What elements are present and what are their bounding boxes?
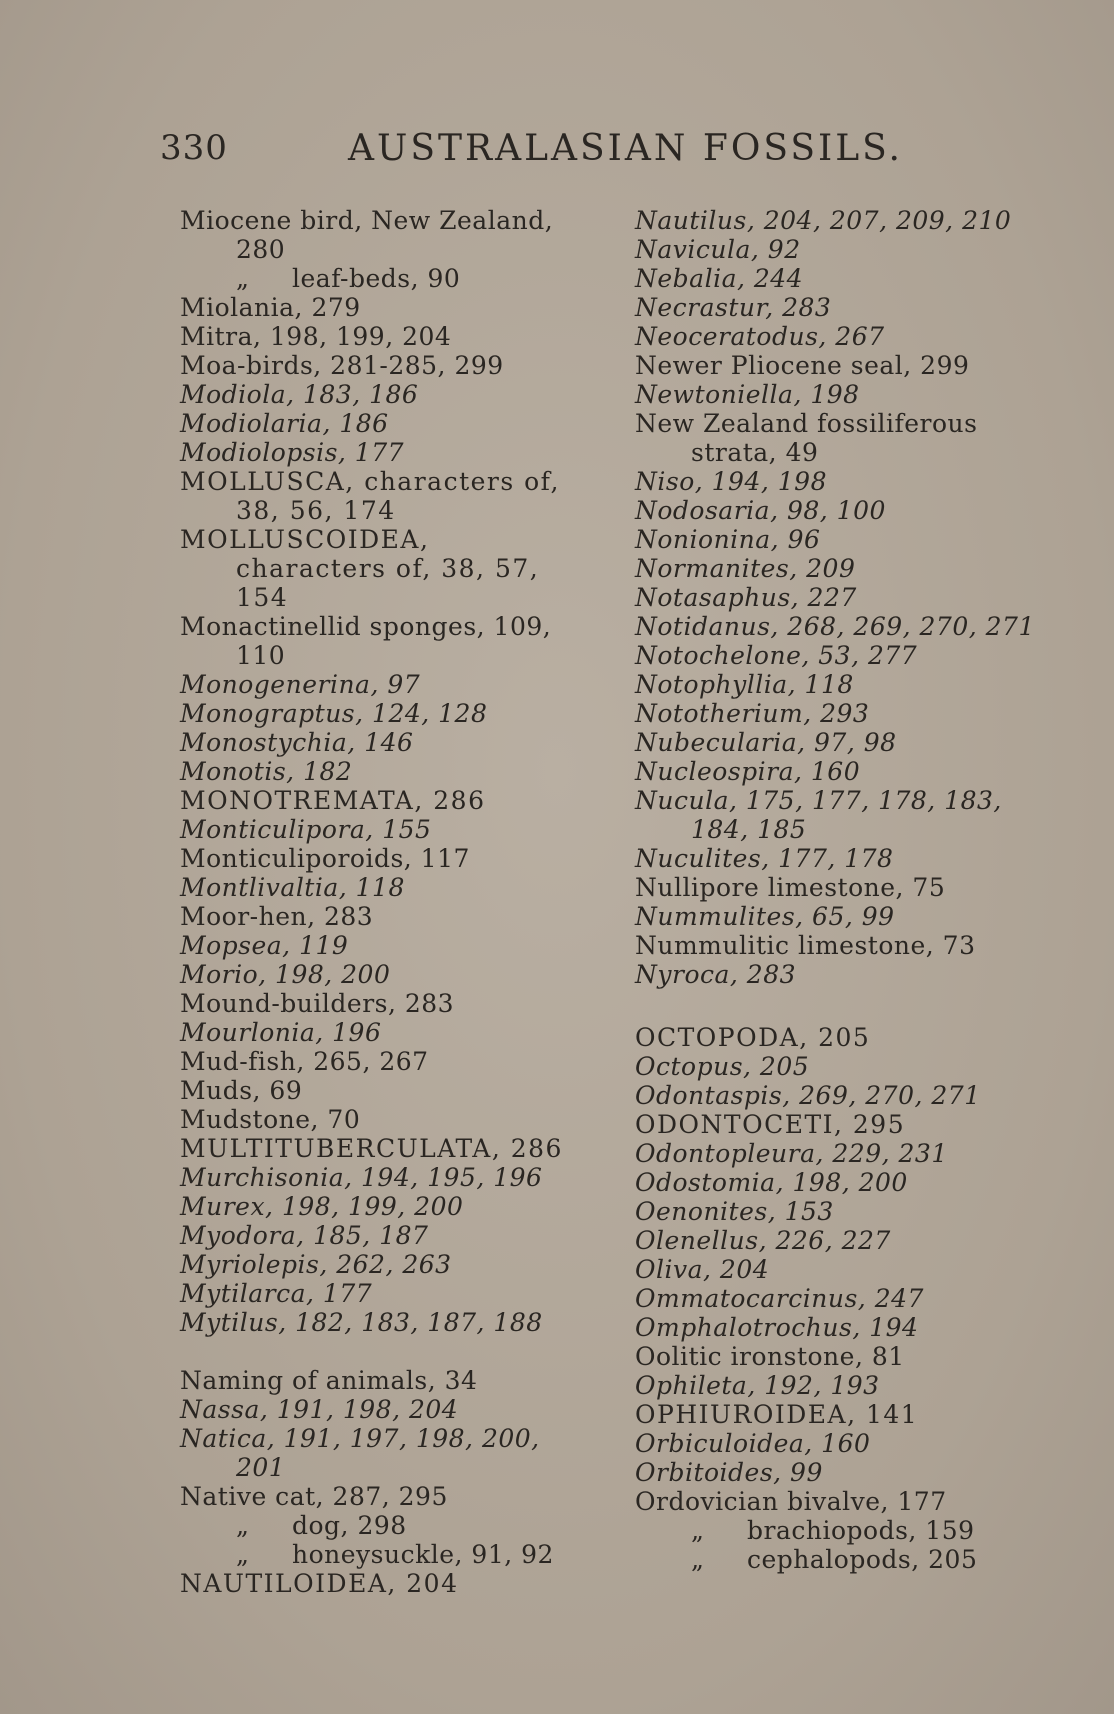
index-entry <box>635 728 1035 757</box>
index-entry <box>635 206 1035 235</box>
index-entry <box>635 554 1035 583</box>
index-entry-text: Monograptus, 124, 128 <box>180 699 488 728</box>
index-entry-text: Native cat, 287, 295 <box>180 1482 448 1511</box>
index-entry-text: Oenonites, 153 <box>635 1197 834 1226</box>
index-entry-text: Odostomia, 198, 200 <box>635 1168 908 1197</box>
index-entry-text: MULTITUBERCULATA, 286 <box>180 1134 563 1163</box>
index-entry <box>180 989 580 1018</box>
index-entry-text: Necrastur, 283 <box>635 293 832 322</box>
index-entry <box>180 1134 580 1163</box>
index-entry <box>635 1081 1035 1110</box>
index-entry <box>635 1052 1035 1081</box>
index-entry <box>635 1429 1035 1458</box>
index-entry-text: Mytilus, 182, 183, 187, 188 <box>180 1308 543 1337</box>
index-entry-text: Nodosaria, 98, 100 <box>635 496 886 525</box>
ditto-mark: „ <box>691 1545 705 1574</box>
index-entry <box>635 525 1035 554</box>
index-entry <box>635 1023 1035 1052</box>
index-entry <box>635 873 1035 902</box>
index-entry <box>180 873 580 902</box>
page-header <box>150 128 990 178</box>
index-entry <box>635 380 1035 409</box>
index-entry <box>635 786 1035 844</box>
index-entry <box>180 931 580 960</box>
index-entry <box>635 1487 1035 1516</box>
index-entry <box>635 1545 1035 1574</box>
index-entry-text: New Zealand fossiliferous strata, 49 <box>635 409 978 467</box>
index-entry <box>635 1226 1035 1255</box>
index-entry <box>635 1342 1035 1371</box>
index-entry-text: Monogenerina, 97 <box>180 670 421 699</box>
index-entry-text: Olenellus, 226, 227 <box>635 1226 891 1255</box>
index-column-left <box>180 206 580 1598</box>
index-entry-text: Nonionina, 96 <box>635 525 821 554</box>
index-entry-text: Octopus, 205 <box>635 1052 810 1081</box>
index-entry <box>180 438 580 467</box>
index-spacer <box>180 1337 580 1366</box>
index-entry-text: Nucula, 175, 177, 178, 183, 184, 185 <box>635 786 1002 844</box>
index-entry <box>180 757 580 786</box>
index-entry-text: Modiolopsis, 177 <box>180 438 405 467</box>
index-entry <box>635 757 1035 786</box>
index-entry-text: Nummulites, 65, 99 <box>635 902 895 931</box>
index-entry <box>635 1284 1035 1313</box>
index-entry <box>180 844 580 873</box>
index-entry <box>180 1482 580 1511</box>
index-entry <box>180 902 580 931</box>
index-entry-text: Neoceratodus, 267 <box>635 322 885 351</box>
index-entry <box>635 1313 1035 1342</box>
index-entry-text: Normanites, 209 <box>635 554 856 583</box>
index-entry-text: Modiolaria, 186 <box>180 409 389 438</box>
index-entry-text: Nubecularia, 97, 98 <box>635 728 897 757</box>
index-entry <box>635 931 1035 960</box>
index-entry <box>180 525 580 612</box>
index-entry <box>180 1395 580 1424</box>
index-entry-text: Nebalia, 244 <box>635 264 804 293</box>
index-entry <box>180 1308 580 1337</box>
index-entry <box>180 1511 580 1540</box>
index-entry-text: Nyroca, 283 <box>635 960 797 989</box>
index-entry-text: MONOTREMATA, 286 <box>180 786 486 815</box>
index-entry-text: Orbiculoidea, 160 <box>635 1429 871 1458</box>
index-entry <box>635 1516 1035 1545</box>
index-entry-text: Monticuliporoids, 117 <box>180 844 470 873</box>
index-entry <box>635 1458 1035 1487</box>
index-entry-text: Murex, 198, 199, 200 <box>180 1192 464 1221</box>
index-entry-text: OCTOPODA, 205 <box>635 1023 871 1052</box>
index-entry <box>635 902 1035 931</box>
index-entry-text: brachiopods, 159 <box>747 1516 975 1545</box>
index-entry <box>635 467 1035 496</box>
index-entry-text: Ordovician bivalve, 177 <box>635 1487 947 1516</box>
index-entry <box>180 1163 580 1192</box>
index-entry <box>635 641 1035 670</box>
index-entry <box>180 1279 580 1308</box>
index-entry-text: Natica, 191, 197, 198, 200, 201 <box>180 1424 540 1482</box>
index-entry <box>635 351 1035 380</box>
index-entry <box>635 1371 1035 1400</box>
running-title: AUSTRALASIAN FOSSILS. <box>348 128 903 169</box>
index-entry-text: Mitra, 198, 199, 204 <box>180 322 452 351</box>
index-entry-text: Niso, 194, 198 <box>635 467 827 496</box>
index-entry <box>180 293 580 322</box>
index-entry <box>180 1192 580 1221</box>
index-entry-text: Miocene bird, New Zealand, 280 <box>180 206 554 264</box>
index-entry <box>180 380 580 409</box>
index-entry-text: ODONTOCETI, 295 <box>635 1110 906 1139</box>
index-entry <box>635 670 1035 699</box>
index-entry-text: Nautilus, 204, 207, 209, 210 <box>635 206 1012 235</box>
index-entry-text: Omphalotrochus, 194 <box>635 1313 919 1342</box>
index-entry-text: Muds, 69 <box>180 1076 303 1105</box>
index-entry <box>635 699 1035 728</box>
index-entry-text: Montlivaltia, 118 <box>180 873 405 902</box>
index-entry-text: Modiola, 183, 186 <box>180 380 419 409</box>
index-entry-text: Mud-fish, 265, 267 <box>180 1047 429 1076</box>
index-entry-text: MOLLUSCOIDEA, characters of, 38, 57, 154 <box>180 525 540 612</box>
index-entry-text: Monotis, 182 <box>180 757 353 786</box>
index-entry-text: Mytilarca, 177 <box>180 1279 373 1308</box>
index-entry <box>635 235 1035 264</box>
index-entry <box>180 206 580 264</box>
index-entry <box>635 1168 1035 1197</box>
index-entry <box>180 467 580 525</box>
index-entry-text: Newer Pliocene seal, 299 <box>635 351 970 380</box>
index-entry <box>180 1221 580 1250</box>
index-entry-text: Newtoniella, 198 <box>635 380 860 409</box>
index-entry-text: Monostychia, 146 <box>180 728 414 757</box>
index-entry-text: Mudstone, 70 <box>180 1105 361 1134</box>
index-entry <box>180 786 580 815</box>
index-entry-text: Ommatocarcinus, 247 <box>635 1284 924 1313</box>
index-entry-text: Nullipore limestone, 75 <box>635 873 946 902</box>
index-entry <box>180 1569 580 1598</box>
index-entry <box>635 1110 1035 1139</box>
index-entry <box>180 264 580 293</box>
index-entry-text: Notochelone, 53, 277 <box>635 641 918 670</box>
index-entry-text: Myriolepis, 262, 263 <box>180 1250 452 1279</box>
index-spacer <box>635 989 1035 1023</box>
index-entry <box>180 1250 580 1279</box>
index-entry <box>180 1047 580 1076</box>
index-entry <box>180 1424 580 1482</box>
index-entry-text: Navicula, 92 <box>635 235 801 264</box>
index-entry <box>635 322 1035 351</box>
index-entry-text: Notidanus, 268, 269, 270, 271 <box>635 612 1035 641</box>
index-entry-text: Oliva, 204 <box>635 1255 770 1284</box>
index-column-right <box>635 206 1035 1574</box>
index-entry <box>635 496 1035 525</box>
index-entry-text: OPHIUROIDEA, 141 <box>635 1400 919 1429</box>
index-entry <box>180 1366 580 1395</box>
index-entry-text: Naming of animals, 34 <box>180 1366 478 1395</box>
index-entry-text: MOLLUSCA, characters of, 38, 56, 174 <box>180 467 560 525</box>
index-entry-text: Ophileta, 192, 193 <box>635 1371 880 1400</box>
index-entry <box>180 612 580 670</box>
index-entry <box>635 612 1035 641</box>
index-entry-text: Nototherium, 293 <box>635 699 870 728</box>
index-entry <box>635 583 1035 612</box>
index-entry <box>635 1400 1035 1429</box>
index-entry-text: Murchisonia, 194, 195, 196 <box>180 1163 543 1192</box>
index-entry-text: Notasaphus, 227 <box>635 583 857 612</box>
index-entry-text: NAUTILOIDEA, 204 <box>180 1569 459 1598</box>
index-entry-text: Morio, 198, 200 <box>180 960 391 989</box>
index-entry <box>635 1197 1035 1226</box>
index-entry-text: Nassa, 191, 198, 204 <box>180 1395 459 1424</box>
index-entry-text: Orbitoides, 99 <box>635 1458 823 1487</box>
index-entry <box>180 960 580 989</box>
ditto-mark: „ <box>691 1516 705 1545</box>
index-entry <box>180 728 580 757</box>
index-entry-text: Nummulitic limestone, 73 <box>635 931 976 960</box>
index-entry <box>635 1139 1035 1168</box>
index-entry <box>180 322 580 351</box>
index-entry <box>635 844 1035 873</box>
index-entry-text: cephalopods, 205 <box>747 1545 978 1574</box>
index-entry <box>180 1540 580 1569</box>
index-entry-text: Odontopleura, 229, 231 <box>635 1139 948 1168</box>
index-entry-text: Notophyllia, 118 <box>635 670 854 699</box>
index-entry <box>180 1018 580 1047</box>
index-entry <box>635 960 1035 989</box>
index-entry <box>180 699 580 728</box>
index-entry-text: honeysuckle, 91, 92 <box>292 1540 554 1569</box>
index-entry-text: Nucleospira, 160 <box>635 757 861 786</box>
index-entry-text: Mourlonia, 196 <box>180 1018 382 1047</box>
index-entry-text: Monactinellid sponges, 109, 110 <box>180 612 552 670</box>
ditto-mark: „ <box>236 264 250 293</box>
index-entry <box>180 1076 580 1105</box>
ditto-mark: „ <box>236 1511 250 1540</box>
index-entry-text: Mopsea, 119 <box>180 931 349 960</box>
index-entry-text: leaf-beds, 90 <box>292 264 461 293</box>
index-entry-text: Oolitic ironstone, 81 <box>635 1342 905 1371</box>
index-entry <box>635 409 1035 467</box>
index-entry-text: Myodora, 185, 187 <box>180 1221 429 1250</box>
index-entry-text: Odontaspis, 269, 270, 271 <box>635 1081 981 1110</box>
index-entry-text: Monticulipora, 155 <box>180 815 432 844</box>
page-number: 330 <box>160 128 228 168</box>
index-entry-text: dog, 298 <box>292 1511 407 1540</box>
index-entry <box>180 815 580 844</box>
index-entry-text: Mound-builders, 283 <box>180 989 455 1018</box>
ditto-mark: „ <box>236 1540 250 1569</box>
index-entry-text: Nuculites, 177, 178 <box>635 844 894 873</box>
index-entry <box>180 670 580 699</box>
index-entry <box>180 409 580 438</box>
index-entry-text: Moor-hen, 283 <box>180 902 374 931</box>
index-entry <box>635 264 1035 293</box>
index-entry <box>635 1255 1035 1284</box>
index-entry-text: Moa-birds, 281-285, 299 <box>180 351 504 380</box>
index-entry <box>635 293 1035 322</box>
index-entry-text: Miolania, 279 <box>180 293 361 322</box>
index-entry <box>180 1105 580 1134</box>
index-entry <box>180 351 580 380</box>
